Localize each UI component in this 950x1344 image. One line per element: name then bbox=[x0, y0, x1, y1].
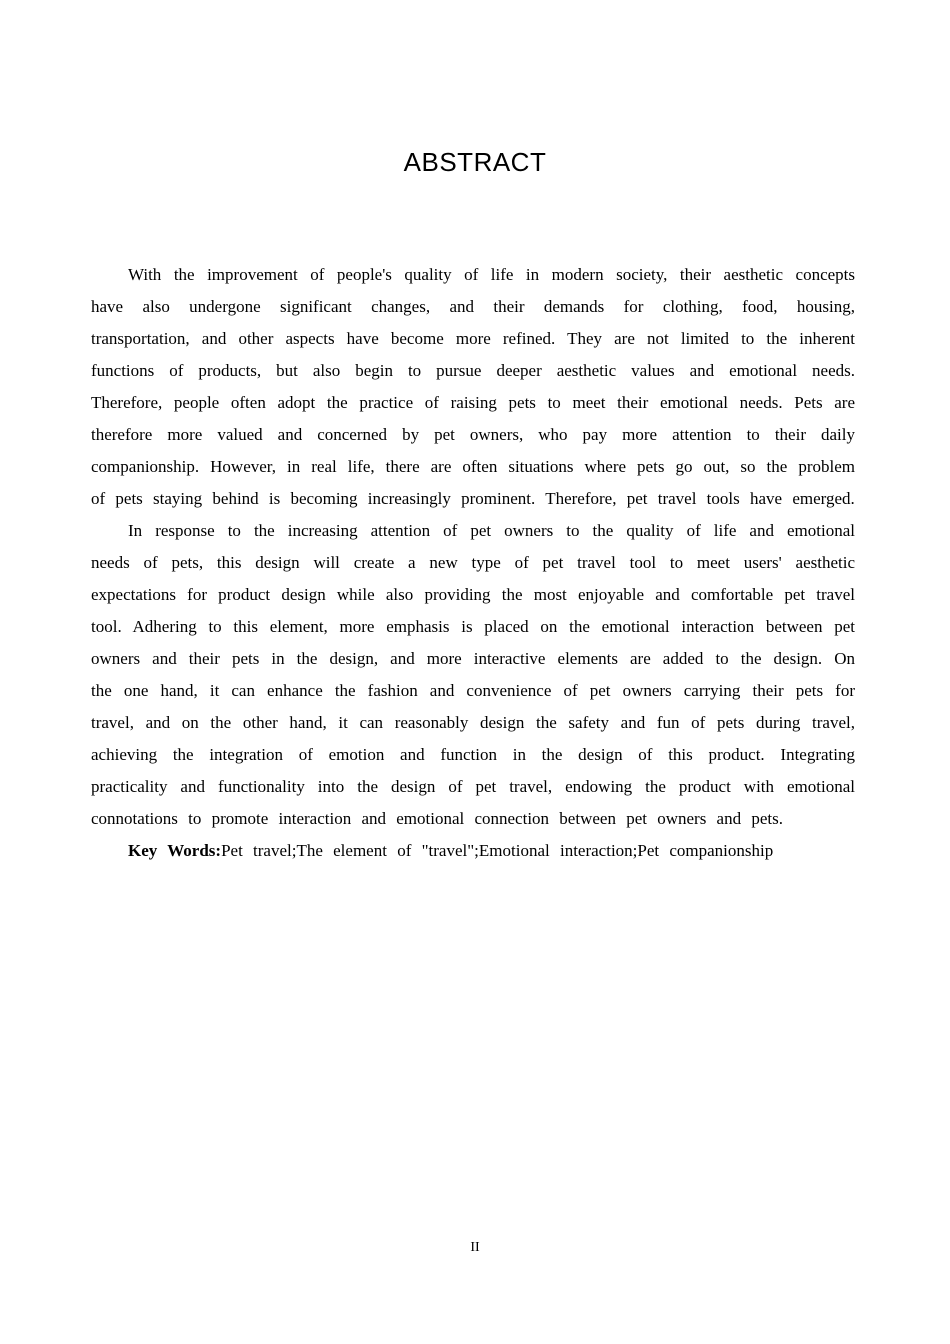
abstract-title: ABSTRACT bbox=[403, 147, 547, 177]
keywords-label: Key Words: bbox=[128, 841, 222, 860]
keywords-line bbox=[91, 835, 855, 867]
abstract-paragraph-2: In response to the increasing attention of pet owners to the quality of life and emotional needs of pets, this design will create a new type of pet travel tool to meet users' aesthetic expectations for product design while also providing the most enjoyable and comfortable pet travel tool. Adhering to this element, more emphasis is placed on the emotional interaction between pet owners and their pets in the design, and more interactive elements are added to the design. On the one hand, it can enhance the fashion and convenience of pet owners carrying their pets for travel, and on the other hand, it can reasonably design the safety and fun of pets during travel, achieving the integration of emotion and function in the design of this product. Integrating practicality and functionality into the design of pet travel, endowing the product with emotional connotations to promote interaction and emotional connection between pet owners and pets. bbox=[91, 521, 855, 828]
keywords-text: Pet travel;The element of "travel";Emotional interaction;Pet companionship bbox=[221, 841, 774, 860]
page-number: II bbox=[470, 1240, 480, 1255]
abstract-body bbox=[91, 259, 855, 867]
abstract-paragraph-1: With the improvement of people's quality of life in modern society, their aesthetic concepts have also undergone significant changes, and their demands for clothing, food, housing, transportation, and other aspects have become more refined. They are not limited to the inherent functions of products, but also begin to pursue deeper aesthetic values and emotional needs. Therefore, people often adopt the practice of raising pets to meet their emotional needs. Pets are therefore more valued and concerned by pet owners, who pay more attention to their daily companionship. However, in real life, there are often situations where pets go out, so the problem of pets staying behind is becoming increasingly prominent. Therefore, pet travel tools have emerged. bbox=[91, 265, 855, 508]
